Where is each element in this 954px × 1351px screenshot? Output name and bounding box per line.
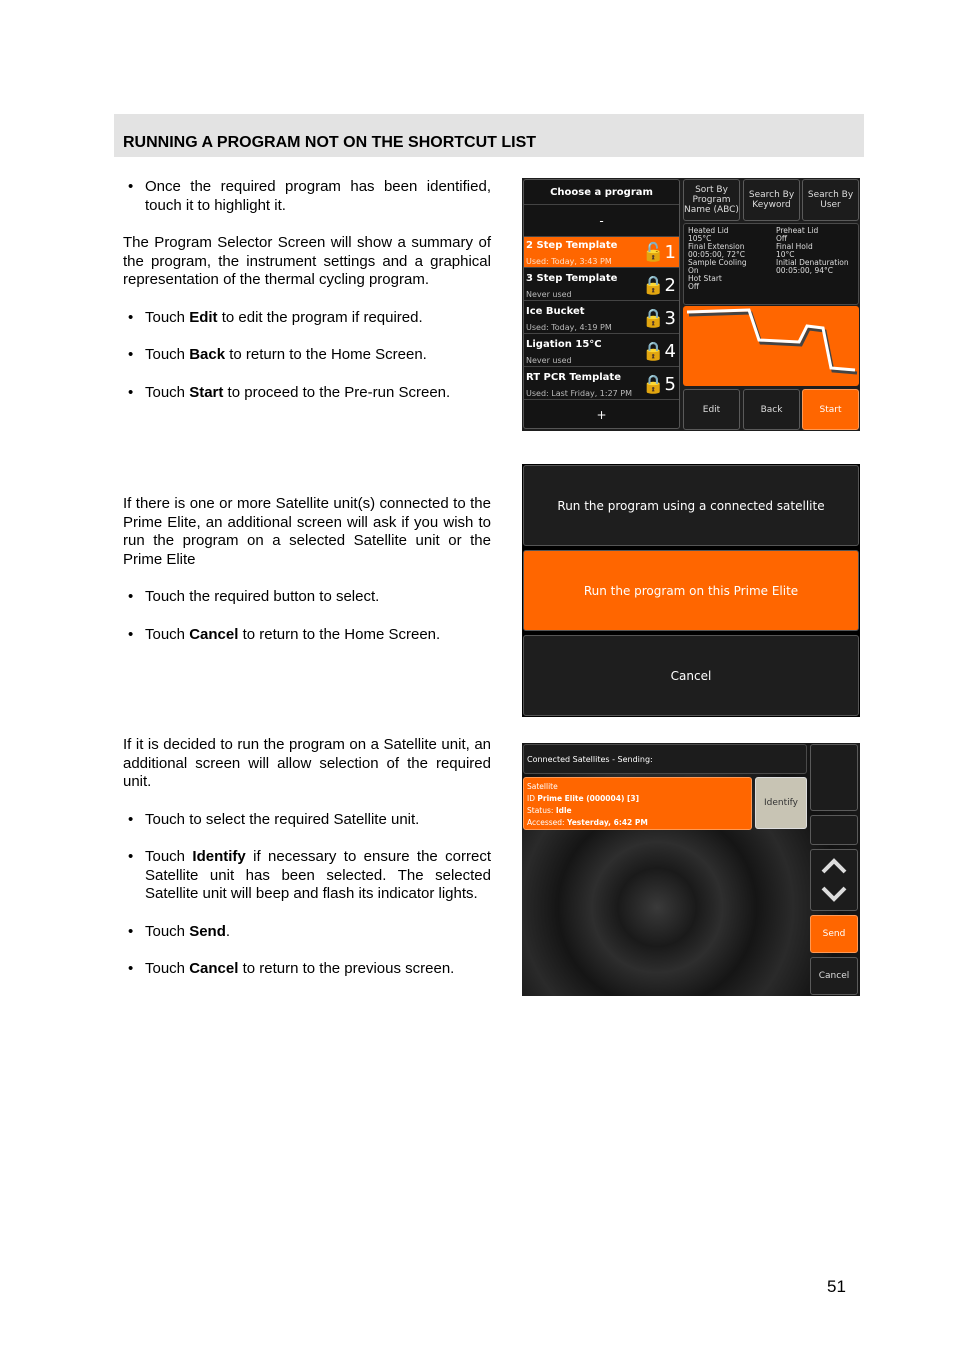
- satellites-header-text: Connected Satellites - Sending:: [527, 755, 653, 764]
- bullet-cancel-previous: • Touch Cancel to return to the previous screen.: [123, 960, 491, 979]
- program-name: 3 Step Template: [526, 273, 618, 284]
- thermal-profile-graph: [683, 306, 859, 386]
- bullet-highlight: • Once the required program has been identified, touch it to highlight it.: [123, 178, 491, 215]
- bullet-identify: • Touch Identify if necessary to ensure the correct Satellite unit has been selected. The selected Satellite unit will beep and flash its indicator lights.: [123, 848, 491, 904]
- satellite-status-row: Status: Idle: [527, 806, 572, 815]
- scroll-buttons: [810, 849, 858, 911]
- satellite-id-row: ID Prime Elite (000004) [3]: [527, 794, 640, 803]
- program-list-title: Choose a program: [524, 180, 679, 205]
- identify-button[interactable]: Identify: [755, 777, 807, 829]
- search-by-user-button[interactable]: Search By User: [802, 179, 859, 221]
- section-heading: RUNNING A PROGRAM NOT ON THE SHORTCUT LIST: [123, 134, 537, 151]
- section3-text: [123, 736, 491, 979]
- program-selector-screen: [522, 178, 860, 431]
- bullet-start: • Touch Start to proceed to the Pre-run Screen.: [123, 384, 491, 403]
- search-by-keyword-button[interactable]: Search By Keyword: [743, 179, 800, 221]
- lock-icon: 🔒2: [642, 275, 676, 296]
- program-row[interactable]: [524, 303, 679, 334]
- section2-paragraph: If there is one or more Satellite unit(s) connected to the Prime Elite, an additional screen will ask if you wish to run the program on a selected Satellite unit or the Prime Elite: [123, 495, 491, 568]
- run-on-prime-elite-button[interactable]: Run the program on this Prime Elite: [523, 550, 859, 631]
- section3-paragraph: If it is decided to run the program on a Satellite unit, an additional screen will allow selection of the required unit.: [123, 736, 491, 790]
- satellite-label: Satellite: [527, 782, 558, 791]
- program-name: 2 Step Template: [526, 240, 618, 251]
- section-heading-bar: [114, 114, 864, 157]
- program-used: Used: Today, 4:19 PM: [526, 323, 612, 332]
- lock-icon: 🔒4: [642, 341, 676, 362]
- bullet-edit: • Touch Edit to edit the program if required.: [123, 309, 491, 328]
- scroll-up-button[interactable]: -: [524, 205, 679, 237]
- run-choice-screen: [522, 464, 860, 717]
- program-row[interactable]: [524, 270, 679, 301]
- program-list-panel: [523, 179, 680, 429]
- scroll-down-button[interactable]: +: [596, 408, 607, 422]
- thermal-profile-curve: [683, 306, 859, 386]
- program-row[interactable]: [524, 369, 679, 400]
- cancel-button[interactable]: Cancel: [810, 957, 858, 995]
- chevron-up-icon[interactable]: [823, 861, 845, 872]
- program-name: Ligation 15°C: [526, 339, 602, 350]
- program-row[interactable]: [524, 237, 679, 268]
- cancel-button[interactable]: Cancel: [523, 635, 859, 716]
- program-name: RT PCR Template: [526, 372, 621, 383]
- program-row[interactable]: [524, 336, 679, 367]
- unlock-icon: 🔓1: [642, 242, 676, 263]
- side-blank-button: [810, 744, 858, 811]
- settings-right-column: Preheat Lid Off Final Hold 10°C Initial Denaturation 00:05:00, 94°C: [776, 226, 849, 275]
- back-button[interactable]: Back: [743, 389, 800, 430]
- program-used: Never used: [526, 356, 572, 365]
- bullet-select: • Touch the required button to select.: [123, 588, 491, 607]
- program-name: Ice Bucket: [526, 306, 585, 317]
- program-used: Never used: [526, 290, 572, 299]
- page-number: 51: [827, 1277, 846, 1296]
- section1-text: [123, 178, 491, 402]
- edit-button[interactable]: Edit: [683, 389, 740, 430]
- section1-paragraph: The Program Selector Screen will show a summary of the program, the instrument settings and a graphical representation of the thermal cycling program.: [123, 234, 491, 288]
- run-on-satellite-button[interactable]: Run the program using a connected satellite: [523, 465, 859, 546]
- bullet-send: • Touch Send.: [123, 923, 491, 942]
- lock-icon: 🔒3: [642, 308, 676, 329]
- program-settings-panel: [683, 223, 859, 305]
- bullet-cancel-home: • Touch Cancel to return to the Home Screen.: [123, 626, 491, 645]
- sort-by-name-button[interactable]: Sort By Program Name (ABC): [683, 179, 740, 221]
- bullet-select-satellite: • Touch to select the required Satellite unit.: [123, 811, 491, 830]
- satellite-accessed-row: Accessed: Yesterday, 6:42 PM: [527, 818, 648, 827]
- side-blank-button: [810, 815, 858, 845]
- section2-text: [123, 495, 491, 644]
- chevron-down-icon[interactable]: [823, 888, 845, 899]
- satellite-selection-screen: [522, 743, 860, 996]
- program-used: Used: Today, 3:43 PM: [526, 257, 612, 266]
- program-used: Used: Last Friday, 1:27 PM: [526, 389, 633, 398]
- satellites-header: [523, 744, 807, 774]
- send-button[interactable]: Send: [810, 915, 858, 953]
- start-button[interactable]: Start: [802, 389, 859, 430]
- bullet-back: • Touch Back to return to the Home Screen.: [123, 346, 491, 365]
- satellite-item[interactable]: [523, 777, 752, 830]
- lock-icon: 🔒5: [642, 374, 676, 395]
- settings-left-column: Heated Lid 105°C Final Extension 00:05:00, 72°C Sample Cooling On Hot Start Off: [688, 226, 747, 291]
